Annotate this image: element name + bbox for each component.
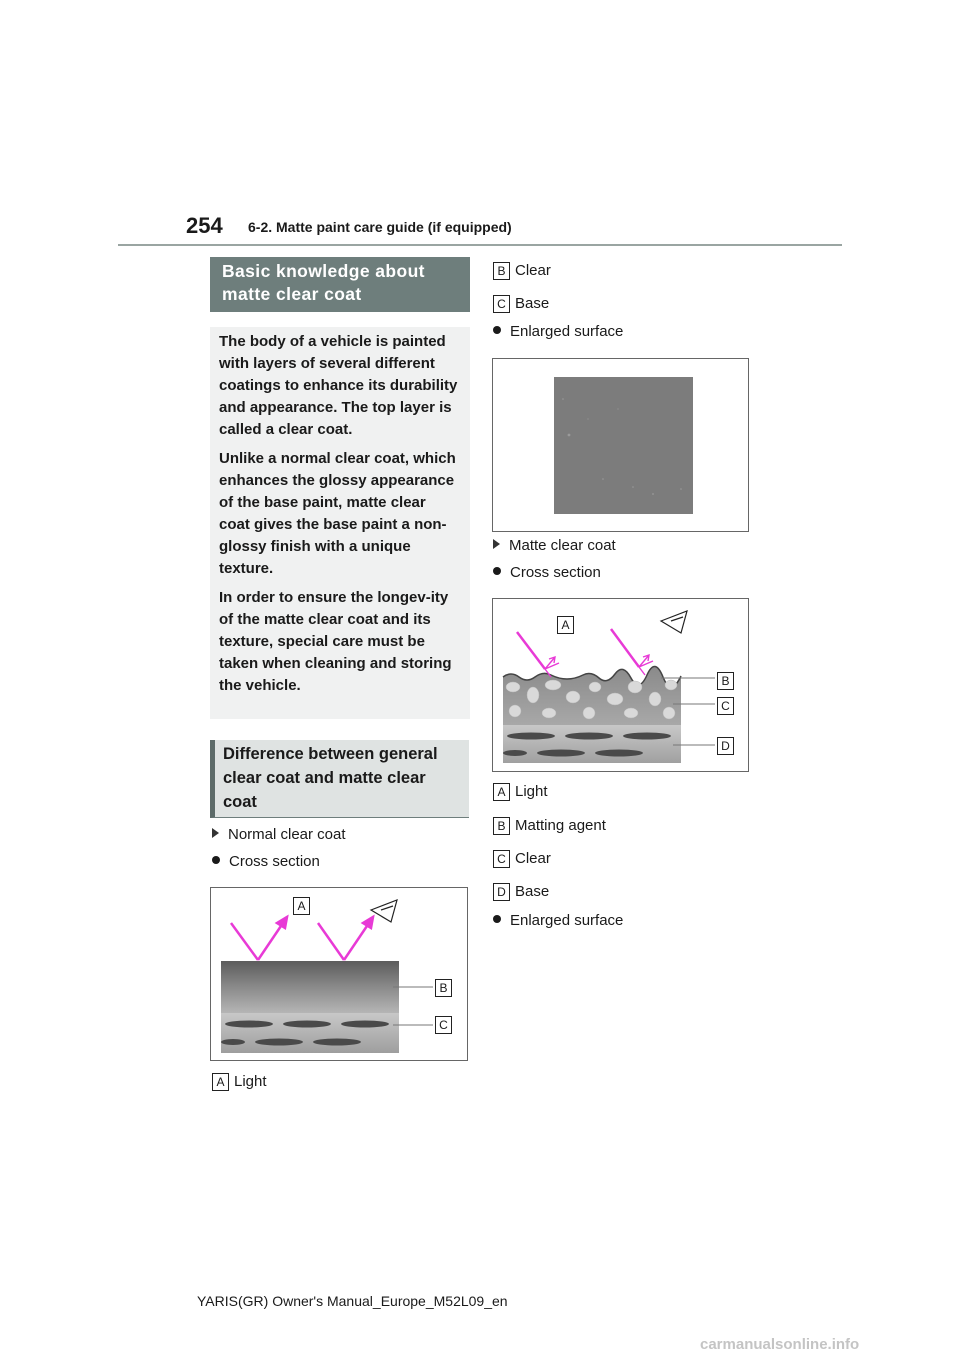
normal-clear-coat-diagram: [211, 888, 467, 1060]
figure3-label-b: B: [717, 672, 734, 690]
bullet-icon: [212, 856, 220, 864]
legend2-letter-b: B: [493, 817, 510, 835]
enlarged-surface-label-2: Enlarged surface: [510, 912, 624, 929]
figure1-label-a: A: [293, 897, 310, 915]
section-title: Basic knowledge about matte clear coat: [222, 261, 425, 304]
page-number: 254: [186, 213, 223, 238]
enlarged-surface-item-2: [493, 912, 623, 930]
cross-section-label-1: Cross section: [229, 853, 320, 870]
bullet-icon: [493, 326, 501, 334]
info-paragraph-2: Unlike a normal clear coat, which enhances the glossy appearance of the base paint, matte clear coat gives the base paint a non-glossy finish with a unique texture.: [219, 450, 456, 577]
normal-clear-coat-item: [212, 826, 346, 844]
legend-letter-b: B: [493, 262, 510, 280]
legend2-text-matting-agent: Matting agent: [515, 817, 606, 834]
legend2-text-base: Base: [515, 883, 550, 900]
page-footer: YARIS(GR) Owner's Manual_Europe_M52L09_en: [197, 1293, 508, 1309]
legend-light-1: [212, 1073, 267, 1091]
enlarged-surface-image: [493, 359, 748, 531]
triangle-bullet-icon: [493, 539, 500, 549]
legend-text-clear: Clear: [515, 262, 551, 279]
info-paragraph-3: In order to ensure the longev-ity of the matte clear coat and its texture, special care must be taken when cleaning and storing the vehicle.: [219, 589, 452, 694]
legend-text-light: Light: [234, 1073, 267, 1090]
subsection-heading: [210, 740, 469, 818]
bullet-icon: [493, 567, 501, 575]
figure1-label-c: C: [435, 1016, 452, 1034]
legend2-item-light: [493, 783, 548, 801]
legend2-item-matting-agent: [493, 817, 606, 835]
matte-clear-coat-figure: [492, 598, 749, 772]
legend2-letter-a: A: [493, 783, 510, 801]
legend2-item-clear: [493, 850, 551, 868]
legend2-text-clear: Clear: [515, 850, 551, 867]
enlarged-surface-label-1: Enlarged surface: [510, 323, 624, 340]
figure3-label-c: C: [717, 697, 734, 715]
info-box: [210, 327, 470, 719]
figure1-label-b: B: [435, 979, 452, 997]
figure3-label-d: D: [717, 737, 734, 755]
matte-clear-coat-label: Matte clear coat: [509, 537, 616, 554]
legend2-text-light: Light: [515, 783, 548, 800]
legend-letter-a: A: [212, 1073, 229, 1091]
legend2-letter-c: C: [493, 850, 510, 868]
normal-clear-coat-figure: [210, 887, 468, 1061]
legend-clear-1: [493, 262, 551, 280]
legend-letter-c: C: [493, 295, 510, 313]
cross-section-item-2: [493, 564, 601, 582]
matte-clear-coat-diagram: [493, 599, 748, 771]
legend2-letter-d: D: [493, 883, 510, 901]
info-paragraph-1: The body of a vehicle is painted with layers of several different coatings to enhance its durability and appearance. The top layer is called a clear coat.: [219, 333, 458, 438]
figure3-label-a: A: [557, 616, 574, 634]
cross-section-item-1: [212, 853, 320, 871]
section-heading: 6-2. Matte paint care guide (if equipped): [248, 219, 512, 235]
enlarged-surface-figure: [492, 358, 749, 532]
subsection-title: Difference between general clear coat and matte clear coat: [223, 745, 438, 811]
matte-clear-coat-item: [493, 537, 616, 555]
enlarged-surface-item-1: [493, 323, 623, 341]
normal-clear-coat-label: Normal clear coat: [228, 826, 346, 843]
legend-base-1: [493, 295, 549, 313]
header-divider: [118, 244, 842, 246]
legend-text-base: Base: [515, 295, 550, 312]
watermark: carmanualsonline.info: [700, 1336, 860, 1353]
section-title-box: [210, 257, 470, 312]
bullet-icon: [493, 915, 501, 923]
triangle-bullet-icon: [212, 828, 219, 838]
cross-section-label-2: Cross section: [510, 564, 601, 581]
legend2-item-base: [493, 883, 549, 901]
